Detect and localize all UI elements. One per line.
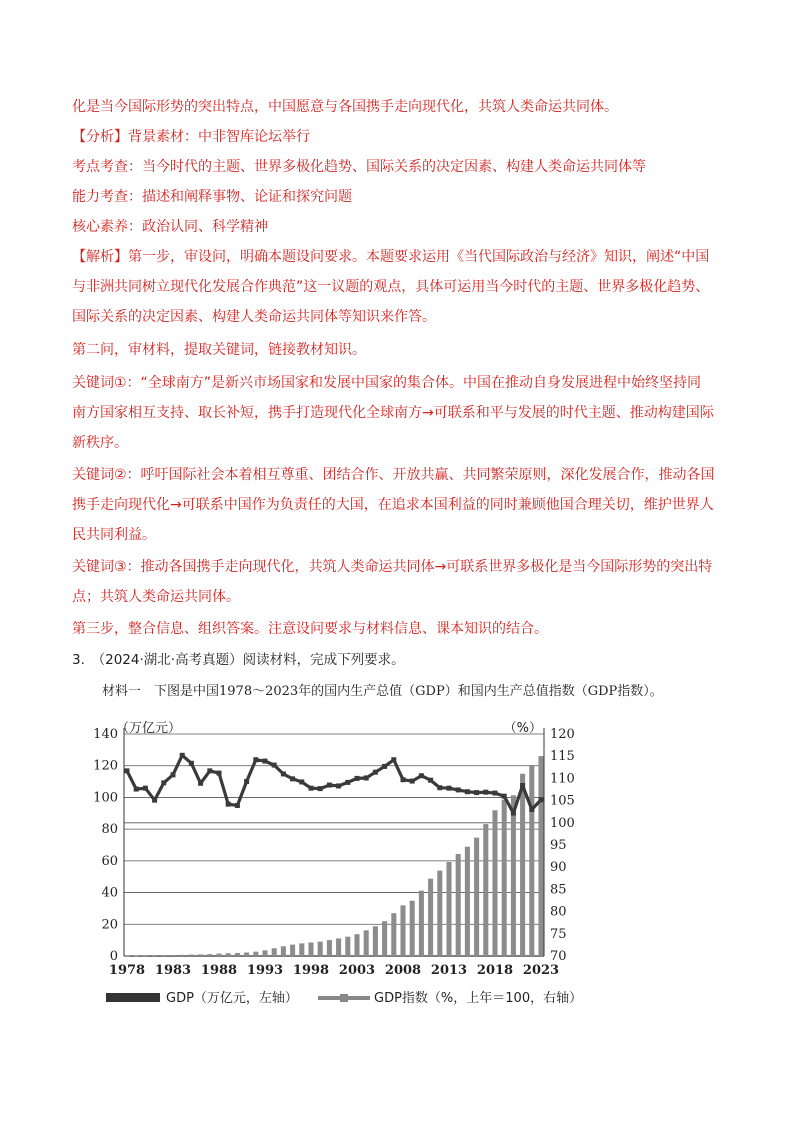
gdp-index-point <box>125 768 130 773</box>
x-tick-label: 1988 <box>200 963 238 978</box>
paragraph-line: 关键词③：推动各国携手走向现代化，共筑人类命运共同体→可联系世界多极化是当今国际形势的突出特 <box>72 559 713 575</box>
right-axis-unit: （%） <box>503 721 542 736</box>
right-tick-label: 75 <box>550 926 567 942</box>
gdp-index-point <box>410 779 415 784</box>
right-tick-label: 100 <box>550 815 575 831</box>
paragraph-line: 南方国家相互支持、取长补短，携手打造现代化全球南方→可联系和平与发展的时代主题、推动构建国际 <box>72 405 714 421</box>
gdp-index-point <box>364 775 369 780</box>
gdp-index-point <box>235 803 240 808</box>
gdp-bar <box>364 930 369 956</box>
x-tick-label: 1978 <box>108 963 146 978</box>
gdp-bar <box>244 953 249 956</box>
paragraph-line: 能力考查：描述和阐释事物、论证和探究问题 <box>72 189 352 205</box>
gdp-index-point <box>456 787 461 792</box>
gdp-index-point <box>290 776 295 781</box>
question-number: 3. （2024·湖北·高考真题）阅读材料，完成下列要求。 <box>72 652 405 668</box>
gdp-bar <box>152 955 157 956</box>
left-tick-label: 120 <box>93 758 118 774</box>
gdp-index-point <box>511 811 516 816</box>
analysis-heading: 【分析】背景素材：中非智库论坛举行 <box>72 129 310 145</box>
left-tick-label: 60 <box>101 853 118 869</box>
paragraph-line: 关键词①：“全球南方”是新兴市场国家和发展中国家的集合体。中国在推动自身发展进程中始终坚持同 <box>72 375 702 391</box>
gdp-index-point <box>263 759 268 764</box>
gdp-bar <box>474 838 479 956</box>
gdp-bar <box>124 955 129 956</box>
gdp-index-point <box>401 777 406 782</box>
gdp-index-point <box>189 761 194 766</box>
paragraph-line: 新秩序。 <box>72 435 128 451</box>
gdp-index-point <box>345 780 350 785</box>
gdp-bar <box>382 921 387 956</box>
gdp-index-point <box>474 790 479 795</box>
legend-gdp-label: GDP（万亿元，左轴） <box>166 991 298 1006</box>
gdp-bar <box>207 954 212 956</box>
paragraph-line: 考点考查：当今时代的主题、世界多极化趋势、国际关系的决定因素、构建人类命运共同体等 <box>72 159 646 175</box>
gdp-bar <box>391 913 396 956</box>
right-tick-label: 115 <box>550 749 575 765</box>
gdp-bar <box>538 756 543 956</box>
gdp-index-point <box>437 785 442 790</box>
gdp-bar <box>345 937 350 956</box>
gdp-index-point <box>502 794 507 799</box>
gdp-bar <box>327 940 332 956</box>
gdp-bar <box>502 800 507 956</box>
gdp-bar <box>198 954 203 956</box>
gdp-bar <box>161 955 166 956</box>
paragraph-line: 化是当今国际形势的突出特点，中国愿意与各国携手走向现代化，共筑人类命运共同体。 <box>72 99 618 115</box>
x-tick-label: 2023 <box>522 963 560 978</box>
gdp-bar <box>290 945 295 956</box>
gdp-index-point <box>281 771 286 776</box>
gdp-index-point <box>336 783 341 788</box>
gdp-bar <box>281 946 286 956</box>
gdp-bar <box>189 955 194 956</box>
right-tick-label: 95 <box>550 838 567 853</box>
gdp-index-point <box>373 770 378 775</box>
paragraph-line: 点；共筑人类命运共同体。 <box>72 589 240 605</box>
gdp-index-point <box>327 783 332 788</box>
gdp-bar <box>143 955 148 956</box>
left-axis-unit: （万亿元） <box>116 721 182 736</box>
gdp-bar <box>262 950 267 956</box>
gdp-chart <box>60 712 600 1032</box>
gdp-bar <box>170 955 175 956</box>
left-tick-label: 100 <box>93 790 118 806</box>
gdp-index-point <box>272 763 277 768</box>
right-tick-label: 110 <box>550 771 575 787</box>
gdp-index-point <box>309 786 314 791</box>
gdp-index-point <box>520 783 525 788</box>
left-tick-label: 20 <box>101 917 118 933</box>
gdp-bar <box>511 795 516 956</box>
left-tick-label: 0 <box>109 949 118 964</box>
gdp-bar <box>318 942 323 956</box>
right-tick-label: 70 <box>550 949 567 964</box>
gdp-index-point <box>152 798 157 803</box>
legend-gdp-swatch <box>106 993 160 1002</box>
legend-index-marker <box>340 994 348 1002</box>
gdp-index-point <box>447 786 452 791</box>
gdp-bar <box>299 943 304 956</box>
paragraph-line: 国际关系的决定因素、构建人类命运共同体等知识来作答。 <box>72 309 436 325</box>
x-tick-label: 2008 <box>384 963 422 978</box>
paragraph-line: 第三步，整合信息、组织答案。注意设问要求与材料信息、课本知识的结合。 <box>72 621 548 637</box>
gdp-bar <box>180 955 185 956</box>
gdp-index-point <box>217 771 222 776</box>
gdp-index-point <box>134 787 139 792</box>
left-tick-label: 40 <box>101 885 118 901</box>
paragraph-line: 核心素养：政治认同、科学精神 <box>72 219 268 235</box>
gdp-bar <box>428 879 433 956</box>
x-tick-label: 1998 <box>292 963 330 978</box>
gdp-bar <box>272 948 277 956</box>
x-tick-label: 1983 <box>154 963 192 978</box>
paragraph-line: 关键词②：呼吁国际社会本着相互尊重、团结合作、开放共赢、共同繁荣原则，深化发展合作，推动各国 <box>72 467 715 483</box>
gdp-index-point <box>253 757 258 762</box>
gdp-bar <box>226 953 231 956</box>
gdp-bar <box>410 901 415 956</box>
gdp-index-point <box>539 797 544 802</box>
gdp-bar <box>134 955 139 956</box>
gdp-index-point <box>419 773 424 778</box>
material-intro: 材料一 下图是中国1978～2023年的国内生产总值（GDP）和国内生产总值指数（GDP指数）。 <box>102 684 663 699</box>
gdp-bar <box>446 862 451 956</box>
paragraph-line: 携手走向现代化→可联系中国作为负责任的大国，在追求本国利益的同时兼顾他国合理关切，维护世界人 <box>72 497 714 513</box>
gdp-index-point <box>143 786 148 791</box>
x-tick-label: 2003 <box>338 963 376 978</box>
right-tick-label: 120 <box>550 727 575 742</box>
gdp-bar <box>483 824 488 956</box>
paragraph-line: 民共同利益。 <box>72 527 156 543</box>
gdp-index-point <box>318 786 323 791</box>
gdp-bar <box>354 934 359 956</box>
gdp-bar <box>336 938 341 956</box>
gdp-bar <box>373 926 378 956</box>
gdp-index-point <box>299 779 304 784</box>
right-tick-label: 85 <box>550 882 567 898</box>
gdp-index-point <box>483 790 488 795</box>
gdp-bar <box>400 905 405 956</box>
gdp-index-point <box>171 772 176 777</box>
gdp-index-point <box>244 779 249 784</box>
gdp-bar <box>465 847 470 956</box>
gdp-index-point <box>382 764 387 769</box>
legend-index-label: GDP指数（%，上年＝100，右轴） <box>374 991 583 1006</box>
gdp-chart-svg <box>60 712 600 1032</box>
gdp-bar <box>529 765 534 956</box>
paragraph-line: 与非洲共同树立现代化发展合作典范”这一议题的观点，具体可运用当今时代的主题、世界多极化趋势、 <box>72 279 710 295</box>
gdp-index-point <box>428 778 433 783</box>
gdp-bar <box>456 854 461 956</box>
x-tick-label: 2013 <box>430 963 468 978</box>
gdp-index-point <box>391 757 396 762</box>
gdp-index-point <box>493 791 498 796</box>
gdp-bar <box>235 953 240 956</box>
paragraph-line: 第二问，审材料，提取关键词，链接教材知识。 <box>72 342 366 358</box>
gdp-index-point <box>529 807 534 812</box>
left-tick-label: 140 <box>93 727 118 742</box>
gdp-bar <box>216 954 221 956</box>
x-tick-label: 2018 <box>476 963 514 978</box>
gdp-bar <box>492 810 497 956</box>
left-tick-label: 80 <box>101 822 118 838</box>
right-tick-label: 80 <box>550 904 567 920</box>
gdp-index-point <box>198 781 203 786</box>
explanation-heading: 【解析】第一步，审设问，明确本题设问要求。本题要求运用《当代国际政治与经济》知识，阐述“中国 <box>72 249 710 265</box>
x-tick-label: 1993 <box>246 963 284 978</box>
right-tick-label: 90 <box>550 860 567 876</box>
right-tick-label: 105 <box>550 793 575 809</box>
gdp-index-point <box>355 776 360 781</box>
gdp-bar <box>419 891 424 956</box>
gdp-bar <box>520 774 525 956</box>
gdp-index-point <box>226 802 231 807</box>
gdp-bar <box>437 871 442 956</box>
gdp-index-point <box>180 753 185 758</box>
gdp-index-point <box>465 789 470 794</box>
gdp-bar <box>308 942 313 956</box>
gdp-index-point <box>161 780 166 785</box>
gdp-bar <box>253 952 258 956</box>
gdp-index-point <box>207 768 212 773</box>
